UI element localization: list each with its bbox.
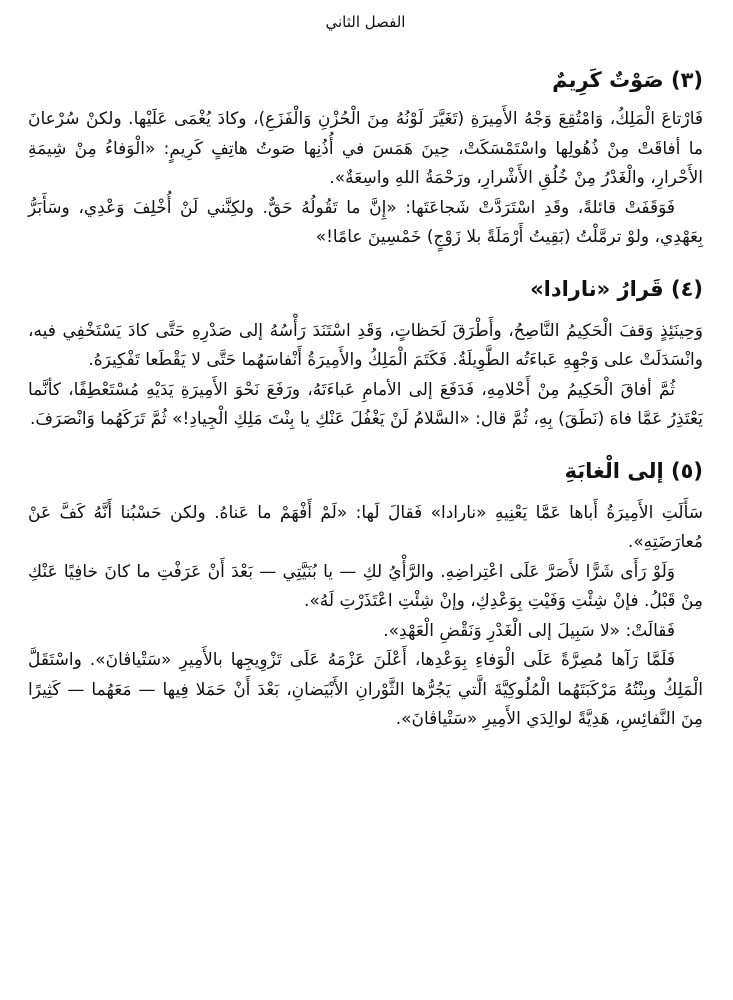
paragraph: فَقالَتْ: «لا سَبِيلَ إلى الْغَدْرِ وَنَقْضِ الْعَهْدِ». xyxy=(383,620,675,641)
paragraph: وَلَوْ رَأَى شَرًّا لأَصَرَّ عَلَى اعْتِراضِهِ. والرَّأْيُ لكِ — يا بُنَيَّتِي — بَعْدَ أَنْ عَرَفْتِ ما كانَ خافِيًا عَنْكِ مِنْ قَبْلُ. فإنْ شِئْتِ وَفَيْتِ بِوَعْدِكِ، وإنْ شِئْتِ اعْتَذَرْتِ لَهُ». xyxy=(28,561,703,611)
running-header-chapter: الفصل الثاني xyxy=(325,13,406,31)
paragraph: سَأَلَتِ الأَمِيرَةُ أَباها عَمَّا يَعْنِيهِ «نارادا» فَقالَ لَها: «لَمْ أَفْهَمْ ما عَناهُ. ولكن حَسْبُنا أَنَّهُ كَفَّ عَنْ مُعارَضَتِهِ». xyxy=(28,502,703,552)
paragraph: ثُمَّ أفاقَ الْحَكِيمُ مِنْ أَحْلامِهِ، فَدَفَعَ إلى الأمامِ عَباءَتَهُ، ورَفَعَ نَحْوَ الأَمِيرَةِ يَدَيْهِ مُسْتَعْطِفًا، كأنَّما يَعْتَذِرُ عَمَّا فاهَ (نَطَقَ) بِهِ، ثُمَّ قال: «السَّلامُ لَنْ يَغْفُلَ عَنْكِ يا بِنْتَ مَلِكِ الْجِيادِ!» ثُمَّ تَرَكَهُما وَانْصَرَفَ. xyxy=(28,379,703,429)
paragraph: فَلَمَّا رَآها مُصِرَّةً عَلَى الْوَفاءِ بِوَعْدِها، أَعْلَنَ عَزْمَهُ عَلَى تَزْوِيجِها بالأَمِيرِ «سَتْياڤانَ». واسْتَقَلَّ الْمَلِكُ وبِنْتُهُ مَرْكَبَتَهُما الْمُلُوكِيَّةَ الَّتي يَجُرُّها الثَّوْرانِ الأَبْيَضانِ، بَعْدَ أَنْ حَمَلا فِيها — مَعَهُما — كَثِيرًا مِنَ النَّفائِسِ، هَدِيَّةً لوالِدَي الأَمِيرِ «سَتْياڤانَ». xyxy=(28,650,703,729)
section-title: (٤) قَرارُ «نارادا» xyxy=(530,276,703,301)
section-4 xyxy=(28,275,703,435)
section-5 xyxy=(28,457,703,735)
section-title: (٣) صَوْتٌ كَرِيمٌ xyxy=(552,68,703,92)
paragraph: فَارْتاعَ الْمَلِكُ، وَامْتُقِعَ وَجْهُ الأَمِيرَةِ (تَغَيَّرَ لَوْنُهُ مِنَ الْحُزْنِ وَالْفَزَعِ)، وكادَ يُغْمَى عَلَيْها. ولكنْ سُرْعانَ ما أفاقَتْ مِنْ ذُهُولِها واسْتَمْسَكَتْ، حِينَ هَمَسَ في أُذُنِها صَوتُ هاتِفٍ كَرِيمٍ: «الْوَفاءُ مِنْ شِيمَةِ الأَحْرارِ، والْغَدْرُ مِنْ خُلُقِ الأَشْرارِ، ورَحْمَةُ اللهِ واسِعَةٌ». xyxy=(28,109,703,188)
section-3 xyxy=(28,66,703,253)
paragraph: وَحِينَئِذٍ وَقفَ الْحَكِيمُ النَّاصِحُ، وأَطْرَقَ لَحَظاتٍ، وَقَدِ اسْتَنَدَ رَأْسُهُ إلى صَدْرِهِ حَتَّى كادَ يَسْتَخْفِي فيه، وانْسَدَلَتْ على وَجْهِهِ عَباءَتُه الطَّوِيلَةُ. فَكَتَمَ الْمَلِكُ والأَمِيرَةُ أَنْفاسَهُما حَتَّى لا يَقْطَعا تَفْكِيرَهُ. xyxy=(28,320,703,370)
paragraph: فَوَقَفَتْ قائلةً، وقَدِ اسْتَرَدَّتْ شَجاعَتَها: «إِنَّ ما تَقُولُهُ حَقٌّ. ولكِنَّني لَنْ أُخْلِفَ وَعْدِي، وسَأَبَرُّ بِعَهْدِي، ولوْ ترمَّلْتُ (بَقِيتُ أَرْمَلَةً بلا زَوْجٍ) خَمْسِينَ عامًا!» xyxy=(28,197,703,247)
section-title: (٥) إلى الْغابَةِ xyxy=(564,458,703,483)
